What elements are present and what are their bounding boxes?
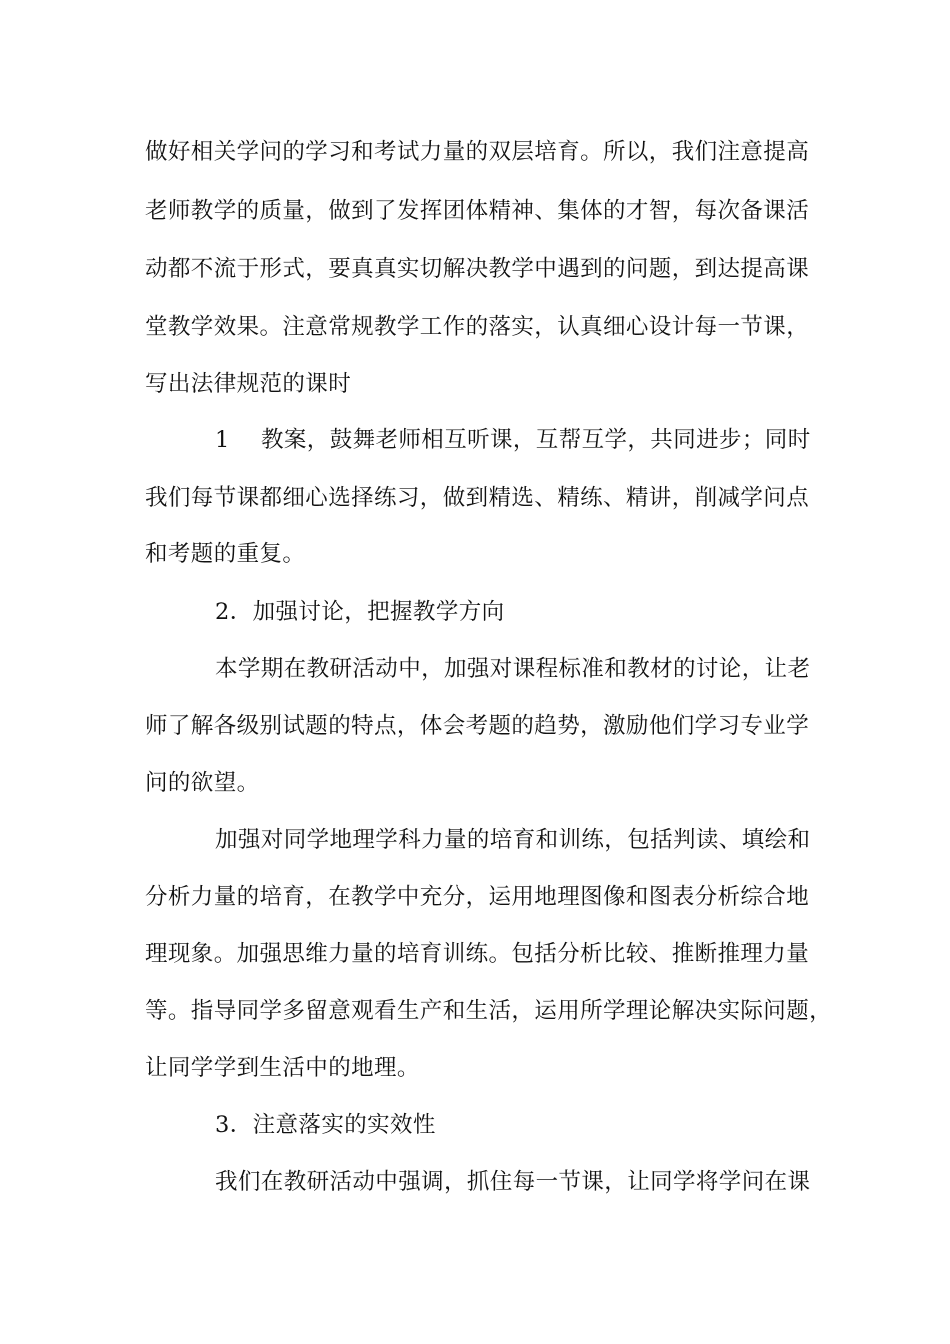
text-line: 写出法律规范的课时 xyxy=(145,371,352,397)
text-line: 动都不流于形式，要真真实切解决教学中遇到的问题，到达提高课 xyxy=(145,256,810,282)
section-heading: 3．注意落实的实效性 xyxy=(215,1112,436,1138)
text-line: 做好相关学问的学习和考试力量的双层培育。所以，我们注意提高 xyxy=(145,139,810,165)
section-heading: 2．加强讨论，把握教学方向 xyxy=(215,599,505,625)
numbered-paragraph xyxy=(215,425,811,455)
text-line: 和考题的重复。 xyxy=(145,541,306,567)
text-line: 加强对同学地理学科力量的培育和训练，包括判读、填绘和 xyxy=(215,827,811,853)
item-number: 1 xyxy=(215,427,230,453)
text-line: 等。指导同学多留意观看生产和生活，运用所学理论解决实际问题， xyxy=(145,998,833,1024)
text-line: 堂教学效果。注意常规教学工作的落实，认真细心设计每一节课， xyxy=(145,314,810,340)
text-line: 师了解各级别试题的特点，体会考题的趋势，激励他们学习专业学 xyxy=(145,713,810,739)
text-line: 分析力量的培育，在教学中充分，运用地理图像和图表分析综合地 xyxy=(145,884,810,910)
text-line: 理现象。加强思维力量的培育训练。包括分析比较、推断推理力量 xyxy=(145,941,810,967)
text-line: 我们每节课都细心选择练习，做到精选、精练、精讲，削减学问点 xyxy=(145,485,810,511)
text-line: 本学期在教研活动中，加强对课程标准和教材的讨论，让老 xyxy=(215,656,811,682)
text-line: 让同学学到生活中的地理。 xyxy=(145,1055,420,1081)
text-line: 问的欲望。 xyxy=(145,770,260,796)
text-line: 教案，鼓舞老师相互听课，互帮互学，共同进步；同时 xyxy=(261,427,811,453)
text-line: 我们在教研活动中强调，抓住每一节课，让同学将学问在课 xyxy=(215,1169,811,1195)
text-line: 老师教学的质量，做到了发挥团体精神、集体的才智，每次备课活 xyxy=(145,198,810,224)
